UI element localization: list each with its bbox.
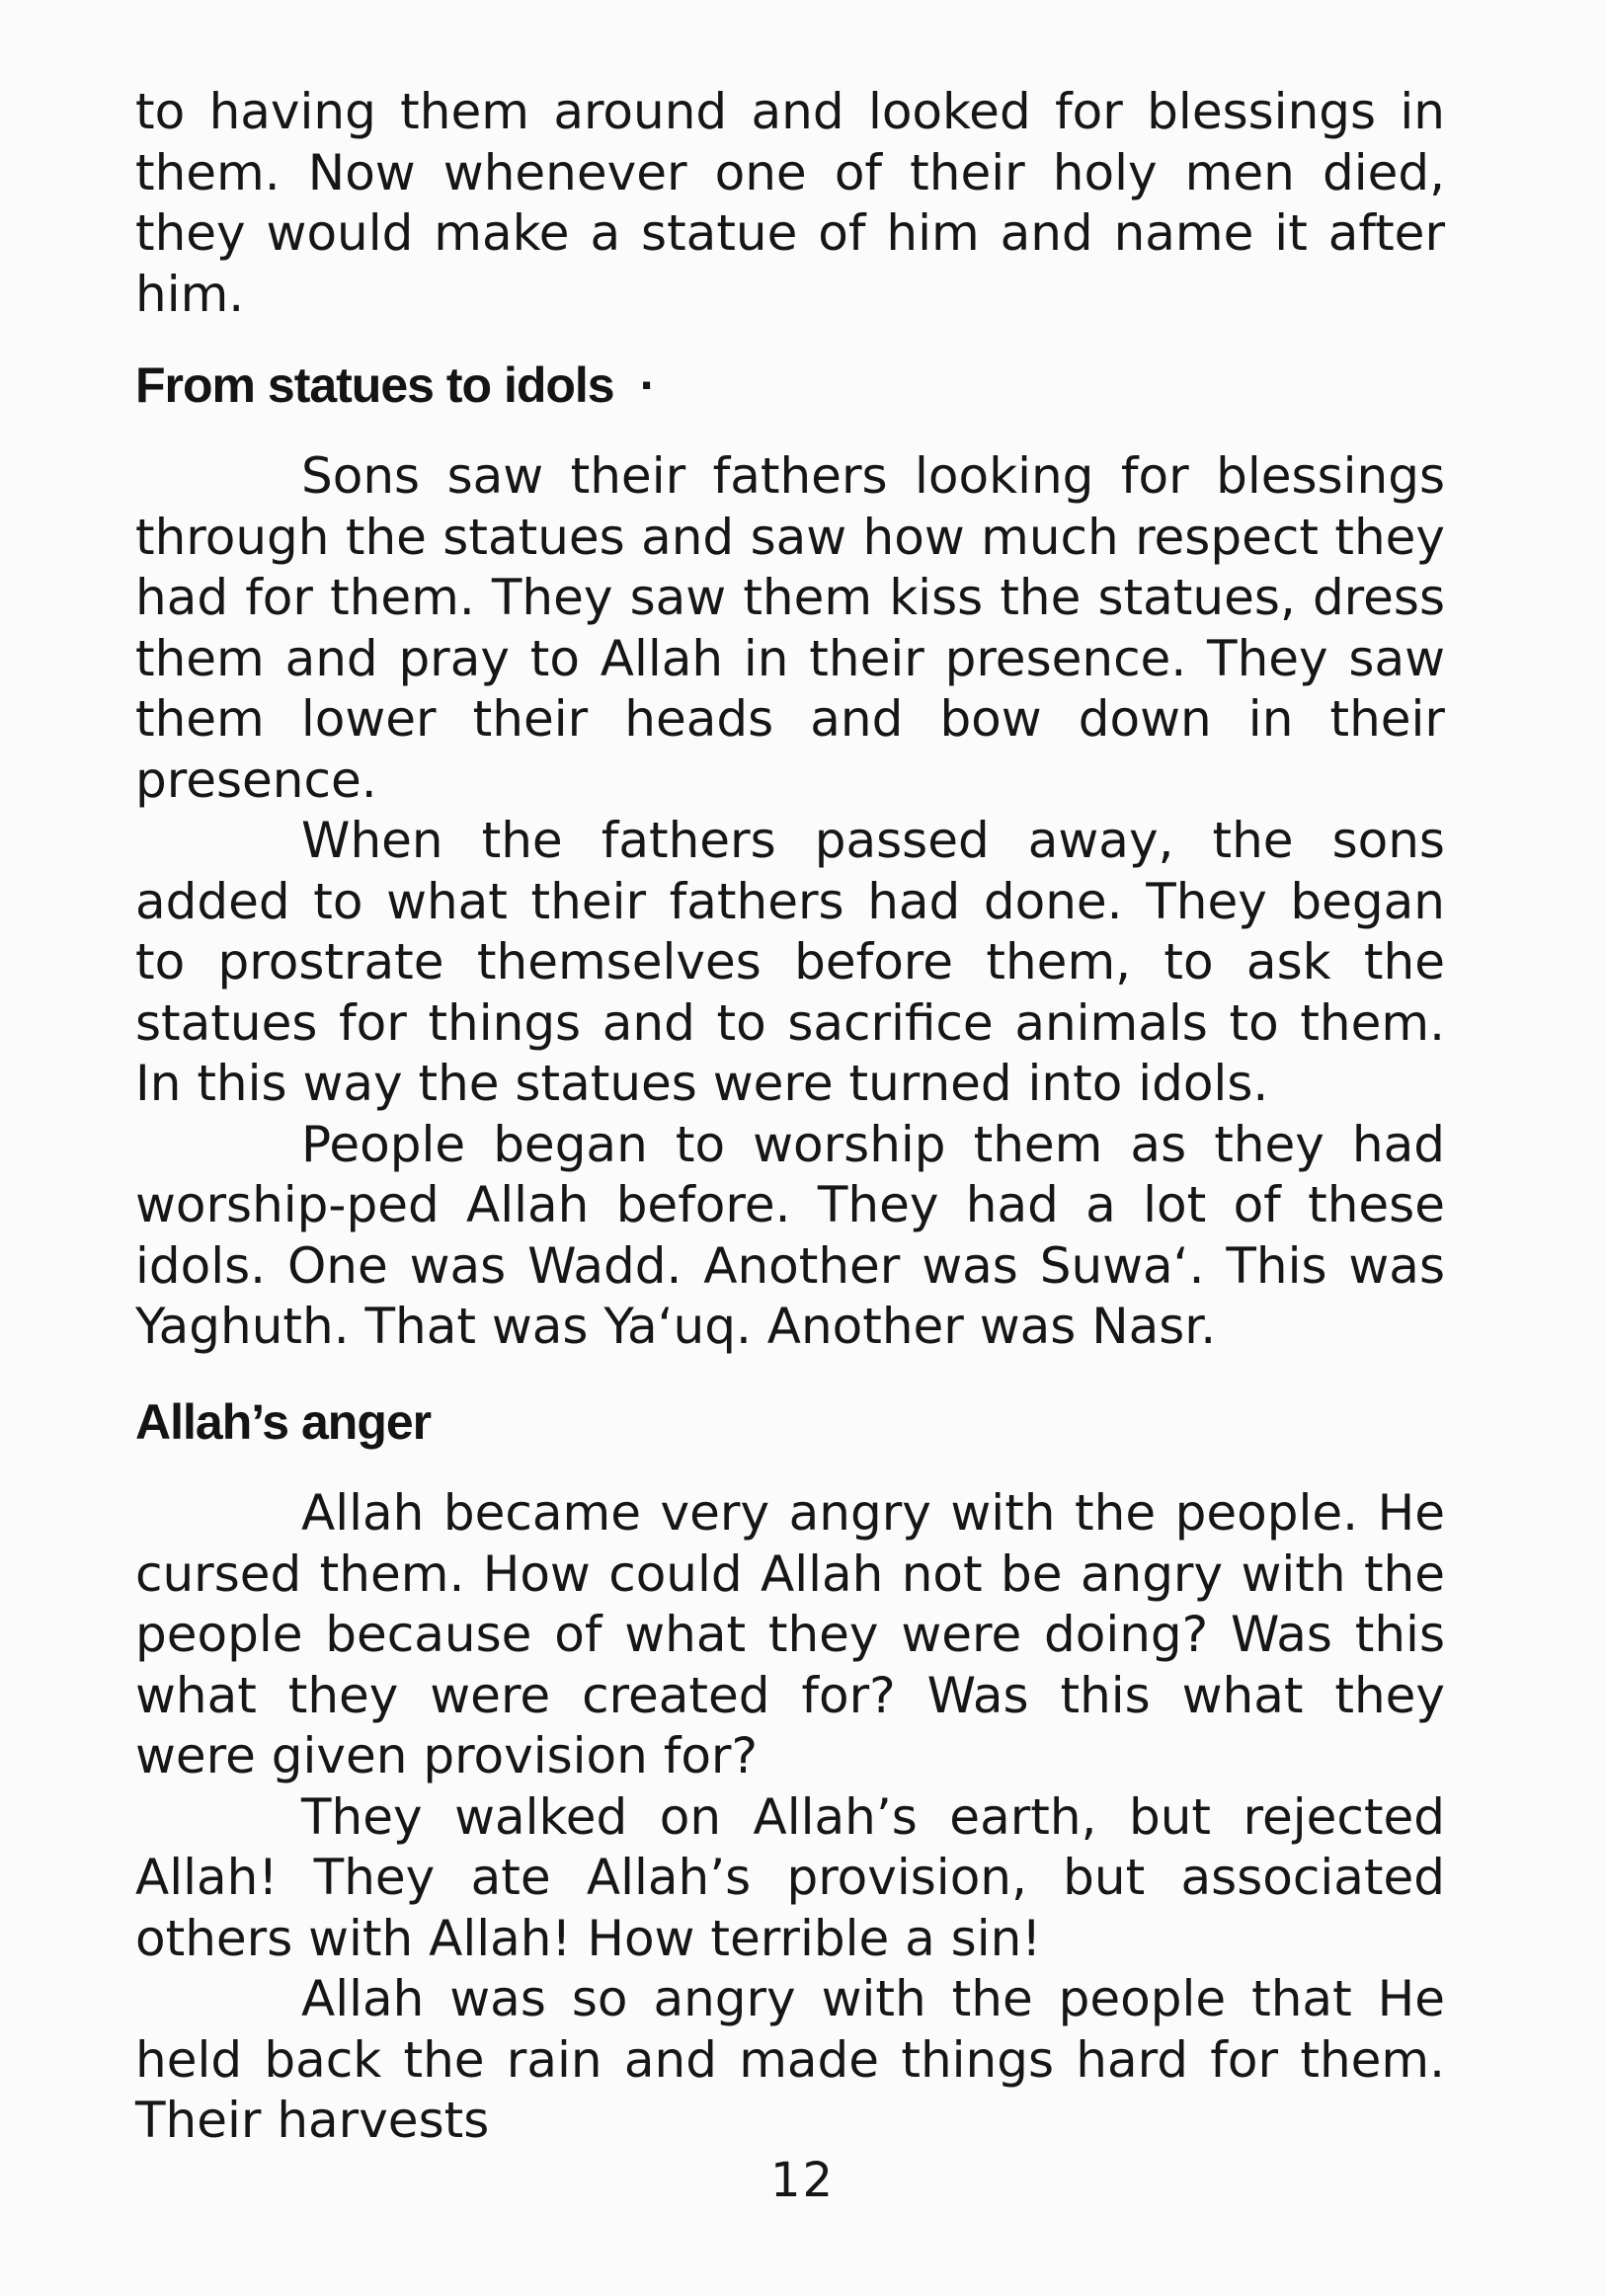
section-heading-statues-to-idols	[135, 356, 655, 415]
continuation-text	[135, 82, 1445, 325]
page-number: 12	[769, 2153, 836, 2208]
paragraph: to having them around and looked for blessings in them. Now whenever one of their holy men died, they would make a statue of him and name it after him.	[135, 83, 1445, 323]
section-body-statues-to-idols	[135, 446, 1445, 1358]
paragraph: They walked on Allah’s earth, but rejected Allah! They ate Allah’s provision, but associated others with Allah! How terrible a sin!	[135, 1787, 1445, 1967]
heading-bullet-mark: ·	[639, 357, 656, 413]
paragraph: When the fathers passed away, the sons added to what their fathers had done. They began to prostrate themselves before them, to ask the statues for things and to sacrifice animals to them. In this way the statues were turned into idols.	[135, 812, 1445, 1112]
paragraph: Sons saw their fathers looking for blessings through the statues and saw how much respect they had for them. They saw them kiss the statues, dress them and pray to Allah in their presence. They saw them lower their heads and bow down in their presence.	[135, 447, 1445, 809]
heading-text: Allah’s anger	[135, 1394, 432, 1450]
paragraph: Allah was so angry with the people that He held back the rain and made things hard for them. Their harvests	[135, 1970, 1445, 2149]
section-heading-allahs-anger	[135, 1392, 431, 1452]
paragraph: Allah became very angry with the people. He cursed them. How could Allah not be angry with the people because of what they were doing? Was this what they were created for? Was this what they were given provision for?	[135, 1484, 1445, 1784]
section-body-allahs-anger	[135, 1483, 1445, 2152]
heading-text: From statues to idols	[135, 357, 614, 413]
paragraph: People began to worship them as they had worship-ped Allah before. They had a lot of these idols. One was Wadd. Another was Suwa‘. This was Yaghuth. That was Ya‘uq. Another was Nasr.	[135, 1115, 1445, 1355]
